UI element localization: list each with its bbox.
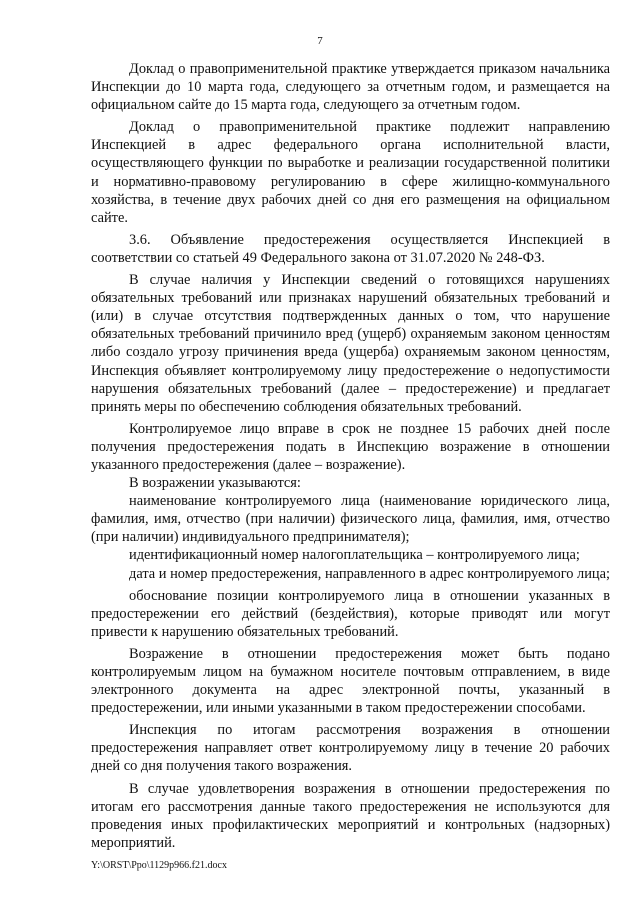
paragraph-item-date-number: дата и номер предостережения, направленного в адрес контролируемого лица; [129, 565, 610, 582]
paragraph-objection-right: Контролируемое лицо вправе в срок не позднее 15 рабочих дней после получения предостережения подать в Инспекцию возражение в отношении указанного предостережения (далее – возражение). [91, 420, 610, 473]
paragraph-item-name: наименование контролируемого лица (наименование юридического лица, фамилия, имя, отчество (при наличии) физического лица, фамилия, имя, отчество (при наличии) индивидуального предпринимателя); [91, 493, 610, 546]
paragraph-item-justification: обоснование позиции контролируемого лица в отношении указанных в предостережении его действий (бездействия), которые приводят или могут привести к нарушению обязательных требований. [91, 587, 610, 640]
paragraph-report-approval: Доклад о правоприменительной практике утверждается приказом начальника Инспекции до 10 марта года, следующего за отчетным годом, и размещается на официальном сайте до 15 марта года, следующего за отчетным годом. [91, 61, 610, 114]
page-number: 7 [317, 35, 323, 47]
footer-file-path: Y:\ORST\Ppo\1129p966.f21.docx [91, 860, 227, 871]
paragraph-section-3-6: 3.6. Объявление предостережения осуществляется Инспекцией в соответствии со статьей 49 Федерального закона от 31.07.2020 № 248-ФЗ. [91, 231, 610, 266]
paragraph-report-sending: Доклад о правоприменительной практике подлежит направлению Инспекцией в адрес федерального органа исполнительной власти, осуществляющего функции по выработке и реализации государственной политики и нормативно-правовому регулированию в сфере жилищно-коммунального хозяйства, в течение двух рабочих дней со дня его размещения на официальном сайте. [91, 119, 610, 226]
paragraph-response-deadline: Инспекция по итогам рассмотрения возражения в отношении предостережения направляет ответ контролируемому лицу в течение 20 рабочих дней со дня получения такого возражения. [91, 722, 610, 775]
document-body [91, 60, 610, 852]
paragraph-objection-contents-intro: В возражении указываются: [129, 475, 301, 492]
paragraph-item-inn: идентификационный номер налогоплательщика – контролируемого лица; [129, 547, 580, 564]
paragraph-warning-conditions: В случае наличия у Инспекции сведений о готовящихся нарушениях обязательных требований или признаках нарушений обязательных требований и (или) в случае отсутствия подтвержденных данных о том, что нарушение обязательных требований причинило вред (ущерб) охраняемым законом ценностям либо создало угрозу причинения вреда (ущерба) охраняемым законом ценностям, Инспекция объявляет контролируемому лицу предостережение о недопустимости нарушения обязательных требований (далее – предостережение) и предлагает принять меры по обеспечению соблюдения обязательных требований. [91, 272, 610, 415]
paragraph-objection-satisfied: В случае удовлетворения возражения в отношении предостережения по итогам его рассмотрения данные такого предостережения не используются для проведения иных профилактических мероприятий и контрольных (надзорных) мероприятий. [91, 780, 610, 851]
paragraph-objection-submission: Возражение в отношении предостережения может быть подано контролируемым лицом на бумажном носителе почтовым отправлением, в виде электронного документа на адрес электронной почты, указанный в предостережении, или иными указанными в таком предостережении способами. [91, 645, 610, 717]
